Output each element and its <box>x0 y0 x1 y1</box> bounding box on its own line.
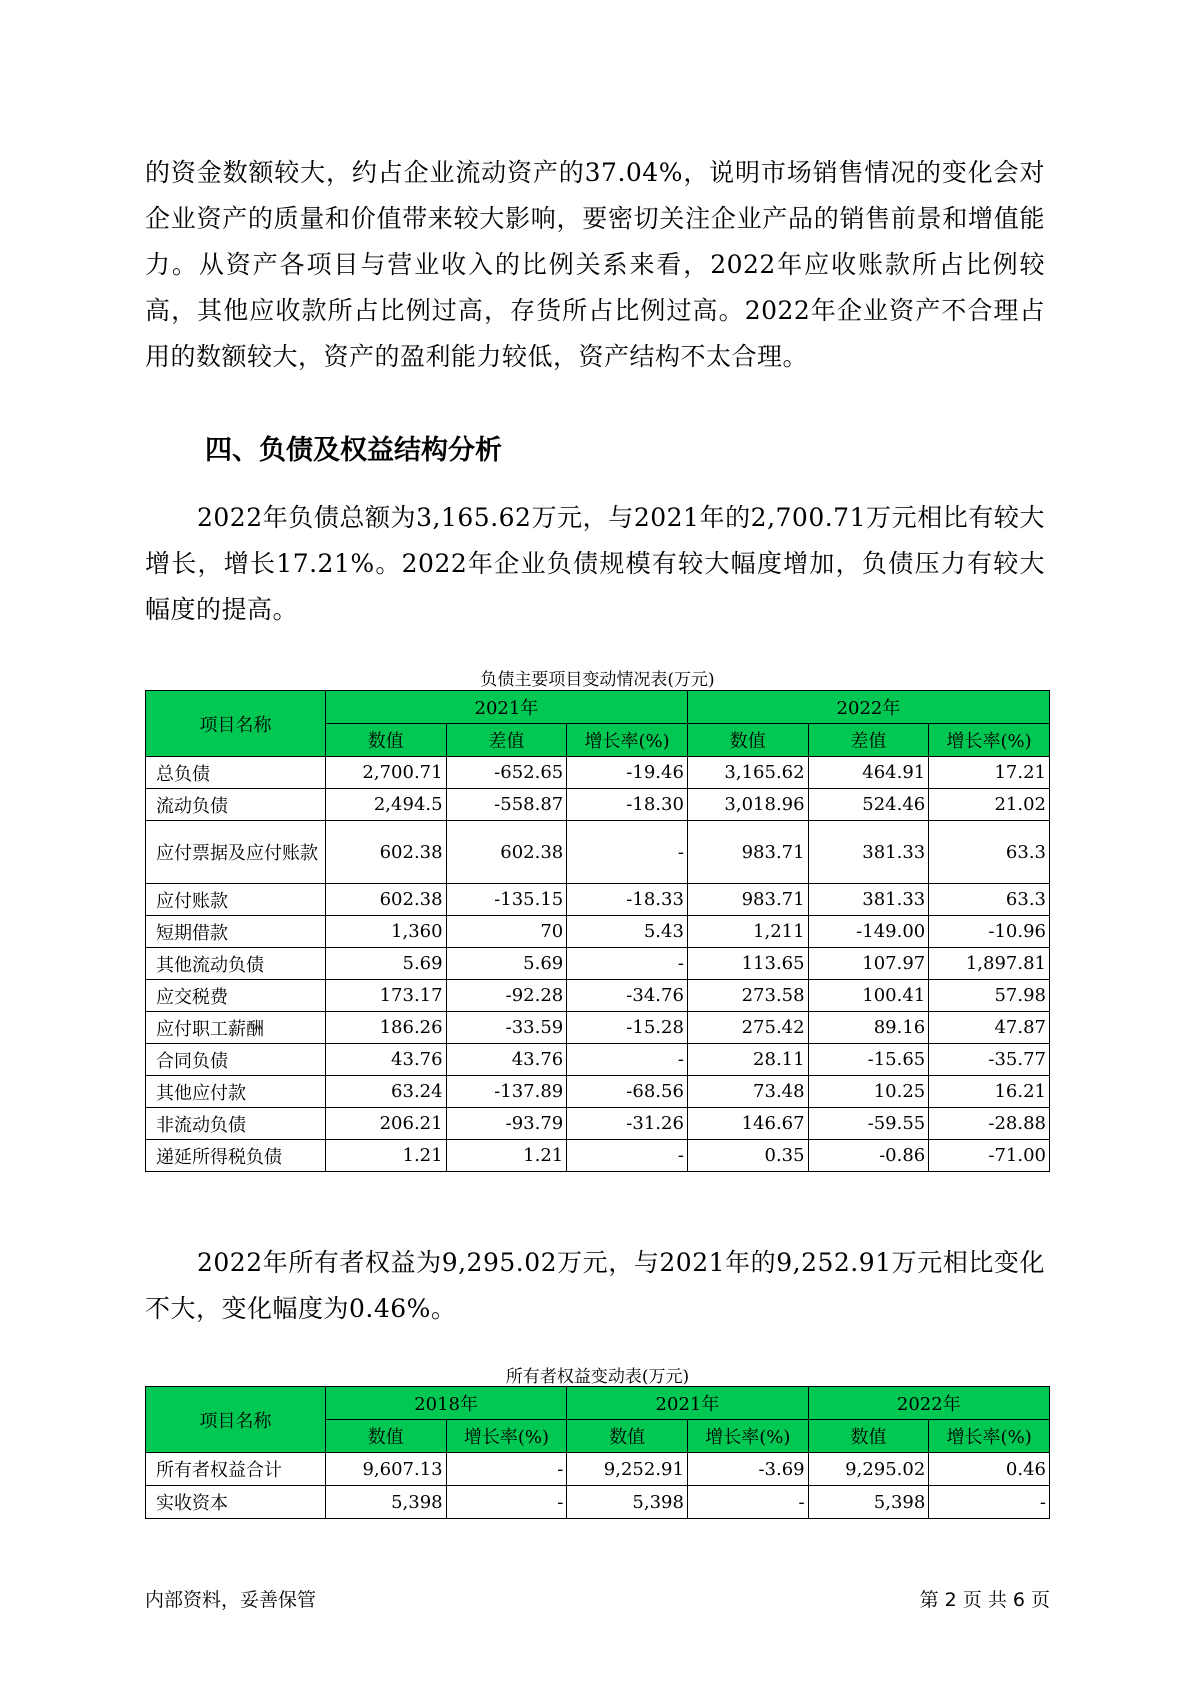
cell-r2: 57.98 <box>929 980 1050 1012</box>
cell-r1: -15.28 <box>567 1012 688 1044</box>
cell-v1: 602.38 <box>325 884 446 916</box>
cell-v1: 5.69 <box>325 948 446 980</box>
table-row <box>146 789 1050 821</box>
row-label: 非流动负债 <box>146 1108 326 1140</box>
row-label: 递延所得税负债 <box>146 1140 326 1172</box>
header-rate: 增长率(%) <box>929 1420 1050 1453</box>
cell-d2: 381.33 <box>808 821 929 884</box>
paragraph-equity: 2022年所有者权益为9,295.02万元，与2021年的9,252.91万元相比变化不大，变化幅度为0.46%。 <box>145 1248 1045 1323</box>
cell-v2: 3,018.96 <box>687 789 808 821</box>
table-row <box>146 1044 1050 1076</box>
cell-v2: 983.71 <box>687 884 808 916</box>
cell-r2: 47.87 <box>929 1012 1050 1044</box>
cell-r2: -3.69 <box>687 1453 808 1486</box>
header-item-name: 项目名称 <box>146 691 326 757</box>
cell-d2: 89.16 <box>808 1012 929 1044</box>
table-row <box>146 1486 1050 1519</box>
table-row <box>146 1453 1050 1486</box>
table-caption-liabilities: 负债主要项目变动情况表(万元) <box>480 670 715 690</box>
cell-v2: 275.42 <box>687 1012 808 1044</box>
cell-r1: -34.76 <box>567 980 688 1012</box>
cell-r2: - <box>687 1486 808 1519</box>
header-value: 数值 <box>567 1420 688 1453</box>
cell-d2: 524.46 <box>808 789 929 821</box>
cell-r1: - <box>567 948 688 980</box>
cell-r1: -19.46 <box>567 757 688 789</box>
cell-v1: 5,398 <box>325 1486 446 1519</box>
table-row <box>146 1076 1050 1108</box>
cell-r2: 63.3 <box>929 884 1050 916</box>
header-value: 数值 <box>808 1420 929 1453</box>
cell-v1: 1,360 <box>325 916 446 948</box>
cell-v2: 146.67 <box>687 1108 808 1140</box>
cell-v2: 28.11 <box>687 1044 808 1076</box>
cell-r3: - <box>929 1486 1050 1519</box>
cell-v1: 43.76 <box>325 1044 446 1076</box>
cell-v3: 5,398 <box>808 1486 929 1519</box>
header-year-2022: 2022年 <box>687 691 1049 724</box>
cell-v1: 602.38 <box>325 821 446 884</box>
cell-d2: 100.41 <box>808 980 929 1012</box>
cell-r2: -10.96 <box>929 916 1050 948</box>
cell-d2: -59.55 <box>808 1108 929 1140</box>
cell-v2: 73.48 <box>687 1076 808 1108</box>
row-label: 所有者权益合计 <box>146 1453 326 1486</box>
cell-d2: -149.00 <box>808 916 929 948</box>
cell-d1: -92.28 <box>446 980 567 1012</box>
table-row <box>146 821 1050 884</box>
cell-r1: -31.26 <box>567 1108 688 1140</box>
row-label: 应付账款 <box>146 884 326 916</box>
cell-d1: -93.79 <box>446 1108 567 1140</box>
cell-r1: - <box>567 821 688 884</box>
header-value: 数值 <box>325 724 446 757</box>
table-row <box>146 1012 1050 1044</box>
cell-v1: 173.17 <box>325 980 446 1012</box>
cell-v1: 63.24 <box>325 1076 446 1108</box>
table-caption-equity: 所有者权益变动表(万元) <box>505 1367 690 1387</box>
row-label: 实收资本 <box>146 1486 326 1519</box>
cell-v2: 983.71 <box>687 821 808 884</box>
cell-d1: 1.21 <box>446 1140 567 1172</box>
cell-r1: - <box>567 1140 688 1172</box>
cell-d2: -15.65 <box>808 1044 929 1076</box>
footer-page-number: 第 2 页 共 6 页 <box>919 1589 1050 1611</box>
cell-r2: -35.77 <box>929 1044 1050 1076</box>
table-row <box>146 980 1050 1012</box>
cell-r1: -68.56 <box>567 1076 688 1108</box>
header-year-2021: 2021年 <box>325 691 687 724</box>
cell-r1: - <box>446 1453 567 1486</box>
cell-d1: 602.38 <box>446 821 567 884</box>
header-value: 数值 <box>325 1420 446 1453</box>
cell-r2: 17.21 <box>929 757 1050 789</box>
row-label: 应交税费 <box>146 980 326 1012</box>
section-heading: 四、负债及权益结构分析 <box>205 435 502 466</box>
header-year-2021: 2021年 <box>567 1387 808 1420</box>
liabilities-table <box>145 690 1050 1172</box>
table-row <box>146 1140 1050 1172</box>
cell-v1: 9,607.13 <box>325 1453 446 1486</box>
cell-d1: -33.59 <box>446 1012 567 1044</box>
paragraph-asset-analysis: 的资金数额较大，约占企业流动资产的37.04%，说明市场销售情况的变化会对企业资产的质量和价值带来较大影响，要密切关注企业产品的销售前景和增值能力。从资产各项目与营业收入的比例关系来看，2022年应收账款所占比例较高，其他应收款所占比例过高，存货所占比例过高。2022年企业资产不合理占用的数额较大，资产的盈利能力较低，资产结构不太合理。 <box>145 158 1045 371</box>
cell-r1: - <box>567 1044 688 1076</box>
footer-confidential: 内部资料，妥善保管 <box>145 1589 317 1611</box>
cell-d1: -137.89 <box>446 1076 567 1108</box>
cell-d1: 43.76 <box>446 1044 567 1076</box>
header-diff: 差值 <box>808 724 929 757</box>
row-label: 流动负债 <box>146 789 326 821</box>
cell-d2: 10.25 <box>808 1076 929 1108</box>
table-row <box>146 1108 1050 1140</box>
cell-r3: 0.46 <box>929 1453 1050 1486</box>
table-row <box>146 948 1050 980</box>
cell-v1: 2,700.71 <box>325 757 446 789</box>
equity-table <box>145 1386 1050 1519</box>
cell-d2: 381.33 <box>808 884 929 916</box>
table-row <box>146 757 1050 789</box>
cell-d1: 5.69 <box>446 948 567 980</box>
header-rate: 增长率(%) <box>446 1420 567 1453</box>
cell-r2: 63.3 <box>929 821 1050 884</box>
row-label: 应付票据及应付账款 <box>146 821 326 884</box>
cell-d2: 107.97 <box>808 948 929 980</box>
cell-r2: 21.02 <box>929 789 1050 821</box>
cell-v2: 5,398 <box>567 1486 688 1519</box>
header-rate: 增长率(%) <box>687 1420 808 1453</box>
cell-d2: -0.86 <box>808 1140 929 1172</box>
cell-v2: 3,165.62 <box>687 757 808 789</box>
header-item-name: 项目名称 <box>146 1387 326 1453</box>
cell-v1: 1.21 <box>325 1140 446 1172</box>
cell-v2: 9,252.91 <box>567 1453 688 1486</box>
header-value: 数值 <box>687 724 808 757</box>
cell-v2: 1,211 <box>687 916 808 948</box>
row-label: 其他应付款 <box>146 1076 326 1108</box>
row-label: 应付职工薪酬 <box>146 1012 326 1044</box>
cell-r2: -28.88 <box>929 1108 1050 1140</box>
header-rate: 增长率(%) <box>929 724 1050 757</box>
cell-v2: 273.58 <box>687 980 808 1012</box>
cell-v1: 206.21 <box>325 1108 446 1140</box>
cell-r2: 1,897.81 <box>929 948 1050 980</box>
cell-r1: 5.43 <box>567 916 688 948</box>
row-label: 短期借款 <box>146 916 326 948</box>
table-row <box>146 884 1050 916</box>
cell-r2: -71.00 <box>929 1140 1050 1172</box>
cell-d1: -558.87 <box>446 789 567 821</box>
cell-r1: -18.30 <box>567 789 688 821</box>
cell-d1: 70 <box>446 916 567 948</box>
cell-v3: 9,295.02 <box>808 1453 929 1486</box>
cell-r1: -18.33 <box>567 884 688 916</box>
cell-r2: 16.21 <box>929 1076 1050 1108</box>
cell-r1: - <box>446 1486 567 1519</box>
cell-d1: -652.65 <box>446 757 567 789</box>
row-label: 合同负债 <box>146 1044 326 1076</box>
cell-v1: 186.26 <box>325 1012 446 1044</box>
header-year-2018: 2018年 <box>325 1387 566 1420</box>
cell-v1: 2,494.5 <box>325 789 446 821</box>
row-label: 其他流动负债 <box>146 948 326 980</box>
cell-v2: 113.65 <box>687 948 808 980</box>
header-diff: 差值 <box>446 724 567 757</box>
cell-d1: -135.15 <box>446 884 567 916</box>
paragraph-liabilities: 2022年负债总额为3,165.62万元，与2021年的2,700.71万元相比有较大增长，增长17.21%。2022年企业负债规模有较大幅度增加，负债压力有较大幅度的提高。 <box>145 503 1045 624</box>
row-label: 总负债 <box>146 757 326 789</box>
header-year-2022: 2022年 <box>808 1387 1049 1420</box>
table-row <box>146 916 1050 948</box>
header-rate: 增长率(%) <box>567 724 688 757</box>
cell-d2: 464.91 <box>808 757 929 789</box>
cell-v2: 0.35 <box>687 1140 808 1172</box>
